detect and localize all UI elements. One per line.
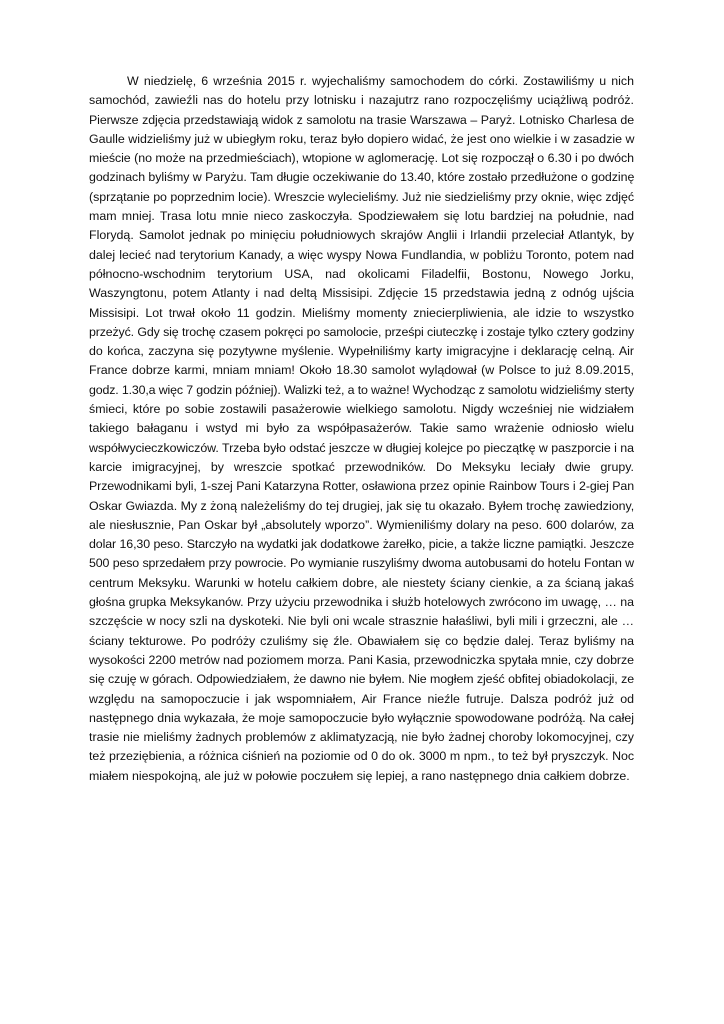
paragraph-line: mieście (no może na przedmieściach), wtopione w aglomerację. Lot się rozpoczął o 6.30 i po dwóch [89, 151, 634, 166]
paragraph-line: dolar 16,30 peso. Starczyło na wydatki jak dodatkowe żarełko, picie, a także liczne pamiątki. Jeszcze [89, 537, 634, 552]
paragraph-line: Oskar Gwiazda. My z żoną należeliśmy do tej drugiej, jak się tu okazało. Byłem trochę zawiedziony, [89, 498, 635, 513]
paragraph-line: głośna grupka Meksykanów. Przy użyciu przewodnika i służb hotelowych zwrócono im uwagę, … na [89, 595, 634, 610]
paragraph-line: Pierwsze zdjęcia przedstawiają widok z samolotu na trasie Warszawa – Paryż. Lotnisko Charlesa de [89, 112, 634, 127]
paragraph-line: śmieci, które po sobie zostawili pasażerowie wielkiego samolotu. Nigdy wcześniej nie widziałem [89, 402, 634, 417]
paragraph-line: względu na samopoczucie i jak wspomniałem, Air France nieźle futruje. Dalsza podróż już od [89, 691, 634, 706]
paragraph-line: ale niesłusznie, Pan Oskar był „absolutely wporzo”. Wymieniliśmy dolary na peso. 600 dolarów, za [89, 517, 634, 532]
paragraph-line: Florydą. Samolot jednak po minięciu południowych skrajów Anglii i Irlandii przeleciał Atlantyk, by [89, 228, 634, 243]
paragraph-line: W niedzielę, 6 września 2015 r. wyjechaliśmy samochodem do córki. Zostawiliśmy u nich [127, 74, 634, 88]
paragraph-line: Waszyngtonu, potem Atlanty i nad deltą Missisipi. Zdjęcie 15 przedstawia jedną z odnóg ujścia [89, 286, 634, 301]
paragraph-line: też przeziębienia, a różnica ciśnień na poziomie od 0 do ok. 3000 m npm., to też był pryszczyk. Noc [89, 749, 634, 764]
paragraph-line: France dobrze karmi, mniam mniam! Około 18.30 samolot wylądował (w Polsce to już 8.09.2015, [89, 363, 634, 378]
paragraph-line: następnego dnia wykazała, że moje samopoczucie było wyłącznie spowodowane podróżą. Na całej [89, 710, 634, 725]
paragraph-line: Gaulle widzieliśmy już w ubiegłym roku, teraz było dopiero widać, że jest ono wielkie i w zasadzie w [89, 131, 635, 146]
paragraph-line: (sprzątanie po poprzednim locie). Wreszcie wylecieliśmy. Już nie siedzieliśmy przy oknie, więc zdjęć [89, 189, 634, 204]
paragraph-line: Missisipi. Lot trwał około 11 godzin. Mieliśmy momenty zniecierpliwienia, ale idzie to wszystko [89, 305, 634, 320]
body-paragraph [89, 72, 634, 786]
paragraph-line: takiego bałaganu i wstyd mi było za współpasażerów. Takie samo wrażenie odniosło wielu [89, 421, 634, 436]
paragraph-line: mam mniej. Trasa lotu mnie nieco zaskoczyła. Spodziewałem się lotu bardziej na południe, nad [89, 209, 634, 224]
paragraph-line: ściany tekturowe. Po podróży czuliśmy się źle. Obawiałem się co będzie dalej. Teraz byliśmy na [89, 633, 634, 648]
paragraph-line: północno-wschodnim terytorium USA, nad okolicami Filadelfii, Bostonu, Nowego Jorku, [89, 266, 634, 281]
paragraph-line: trasie nie mieliśmy żadnych problemów z aklimatyzacją, nie było żadnej choroby lokomocyjnej, czy [89, 730, 634, 745]
paragraph-line: wysokości 2200 metrów nad poziomem morza. Pani Kasia, przewodniczka spytała mnie, czy dobrze [89, 652, 634, 667]
paragraph-line: szczęście w nocy szli na dyskoteki. Nie byli oni wcale strasznie hałaśliwi, byli mili i grzeczni, ale … [89, 614, 634, 629]
paragraph-line: dalej lecieć nad terytorium Kanady, a więc wyspy Nowa Fundlandia, w pobliżu Toronto, potem nad [89, 247, 634, 262]
paragraph-line: do końca, zaczyna się pozytywne myślenie. Wypełniliśmy karty imigracyjne i deklarację celną. Air [89, 344, 634, 359]
paragraph-line: samochód, zawieźli nas do hotelu przy lotnisku i nazajutrz rano rozpoczęliśmy uciążliwą podróż. [89, 93, 634, 108]
paragraph-line: karcie imigracyjnej, by wreszcie spotkać przewodników. Do Meksyku leciały dwie grupy. [89, 459, 634, 474]
paragraph-line: godzinach byliśmy w Paryżu. Tam długie oczekiwanie do 13.40, które zostało przedłużone o godzinę [89, 170, 635, 185]
paragraph-line: współwycieczkowiczów. Trzeba było odstać jeszcze w długiej kolejce po pieczątkę w paszporcie i na [89, 440, 634, 455]
paragraph-line: godz. 1.30,a więc 7 godzin później). Walizki też, a to ważne! Wychodząc z samolotu widzieliśmy sterty [89, 382, 634, 397]
paragraph-line: Przewodnikami byli, 1-szej Pani Katarzyna Rotter, osławiona przez opinie Rainbow Tours i 2-giej Pan [89, 479, 634, 494]
paragraph-line: przeżyć. Gdy się trochę czasem pokręci po samolocie, prześpi ciuteczkę i zostaje tylko cztery godziny [89, 324, 634, 339]
paragraph-line: centrum Meksyku. Warunki w hotelu całkiem dobre, ale niestety ściany cienkie, a za ścianą jakaś [89, 575, 634, 590]
paragraph-line: miałem niespokojną, ale już w połowie poczułem się lepiej, a rano następnego dnia całkiem dobrze. [89, 768, 630, 783]
paragraph-line: się czuję w górach. Odpowiedziałem, że dawno nie byłem. Nie mogłem zjeść obfitej obiadokolacji, ze [89, 672, 634, 687]
paragraph-line: 500 peso sprzedałem przy powrocie. Po wymianie ruszyliśmy dwoma autobusami do hotelu Fontan w [89, 556, 634, 571]
